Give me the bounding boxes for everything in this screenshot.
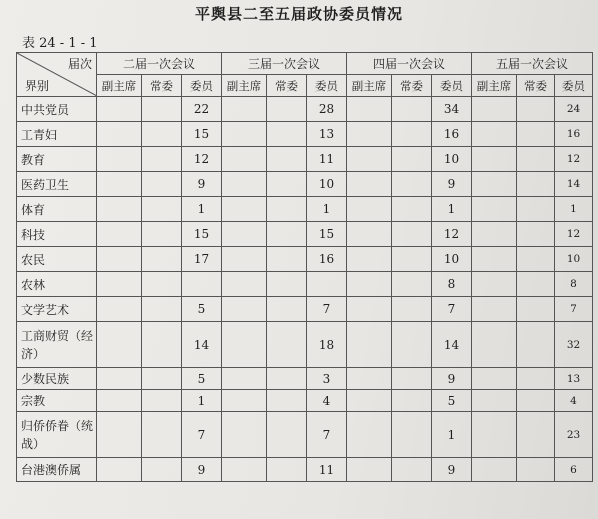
value-cell xyxy=(517,172,555,197)
value-cell xyxy=(97,458,142,482)
value-cell xyxy=(472,458,517,482)
value-cell: 1 xyxy=(307,197,347,222)
value-cell xyxy=(517,412,555,458)
value-cell: 11 xyxy=(307,458,347,482)
value-cell xyxy=(392,97,432,122)
value-cell xyxy=(267,222,307,247)
value-cell xyxy=(182,272,222,297)
sector-name: 教育 xyxy=(17,147,97,172)
value-cell xyxy=(97,247,142,272)
value-cell xyxy=(222,172,267,197)
value-cell xyxy=(472,122,517,147)
subcolumn-header: 副主席 xyxy=(347,75,392,97)
sector-name: 工商财贸（经济） xyxy=(17,322,97,368)
table-row xyxy=(17,272,593,297)
value-cell xyxy=(472,390,517,412)
value-cell xyxy=(472,97,517,122)
value-cell: 11 xyxy=(307,147,347,172)
value-cell xyxy=(472,368,517,390)
value-cell: 7 xyxy=(432,297,472,322)
value-cell: 12 xyxy=(182,147,222,172)
value-cell xyxy=(517,297,555,322)
value-cell xyxy=(517,458,555,482)
value-cell xyxy=(307,272,347,297)
subcolumn-header: 委员 xyxy=(432,75,472,97)
value-cell xyxy=(517,272,555,297)
sector-name: 少数民族 xyxy=(17,368,97,390)
value-cell xyxy=(267,368,307,390)
value-cell: 4 xyxy=(555,390,593,412)
value-cell xyxy=(267,412,307,458)
value-cell xyxy=(267,172,307,197)
value-cell xyxy=(347,322,392,368)
value-cell xyxy=(222,197,267,222)
value-cell xyxy=(142,458,182,482)
value-cell: 6 xyxy=(555,458,593,482)
value-cell: 8 xyxy=(432,272,472,297)
value-cell xyxy=(222,222,267,247)
value-cell xyxy=(142,322,182,368)
value-cell xyxy=(97,297,142,322)
value-cell xyxy=(142,272,182,297)
value-cell xyxy=(392,458,432,482)
value-cell: 10 xyxy=(555,247,593,272)
value-cell: 5 xyxy=(182,297,222,322)
value-cell xyxy=(267,390,307,412)
value-cell xyxy=(97,412,142,458)
group-header: 五届一次会议 xyxy=(472,53,593,75)
value-cell xyxy=(517,222,555,247)
header-sector-label: 界别 xyxy=(25,79,50,93)
subcolumn-header: 常委 xyxy=(392,75,432,97)
subcolumn-header: 副主席 xyxy=(97,75,142,97)
table-row xyxy=(17,222,593,247)
page-title: 平舆县二至五届政协委员情况 xyxy=(194,5,403,23)
value-cell xyxy=(472,147,517,172)
group-header: 四届一次会议 xyxy=(347,53,472,75)
sector-name: 工青妇 xyxy=(17,122,97,147)
value-cell xyxy=(97,322,142,368)
value-cell xyxy=(142,147,182,172)
header-session-label: 届次 xyxy=(67,57,92,71)
value-cell: 18 xyxy=(307,322,347,368)
value-cell: 16 xyxy=(307,247,347,272)
table-row xyxy=(17,368,593,390)
value-cell: 12 xyxy=(432,222,472,247)
value-cell xyxy=(347,412,392,458)
value-cell xyxy=(347,390,392,412)
value-cell: 1 xyxy=(182,390,222,412)
value-cell xyxy=(142,122,182,147)
group-header: 二届一次会议 xyxy=(97,53,222,75)
table-row xyxy=(17,322,593,368)
value-cell: 7 xyxy=(182,412,222,458)
value-cell xyxy=(222,147,267,172)
table-number: 表 24 - 1 - 1 xyxy=(22,36,98,51)
table-row xyxy=(17,297,593,322)
value-cell xyxy=(517,147,555,172)
value-cell xyxy=(267,97,307,122)
value-cell xyxy=(142,222,182,247)
value-cell xyxy=(97,122,142,147)
value-cell: 23 xyxy=(555,412,593,458)
value-cell: 13 xyxy=(307,122,347,147)
group-header: 三届一次会议 xyxy=(222,53,347,75)
value-cell: 14 xyxy=(555,172,593,197)
value-cell: 34 xyxy=(432,97,472,122)
value-cell xyxy=(392,297,432,322)
value-cell xyxy=(347,172,392,197)
value-cell xyxy=(517,390,555,412)
value-cell xyxy=(472,222,517,247)
value-cell xyxy=(392,390,432,412)
value-cell: 12 xyxy=(555,222,593,247)
value-cell xyxy=(392,147,432,172)
value-cell xyxy=(472,322,517,368)
value-cell xyxy=(347,122,392,147)
value-cell xyxy=(347,197,392,222)
subcolumn-header: 常委 xyxy=(517,75,555,97)
value-cell: 8 xyxy=(555,272,593,297)
value-cell xyxy=(347,247,392,272)
value-cell: 10 xyxy=(432,247,472,272)
value-cell: 9 xyxy=(432,458,472,482)
value-cell xyxy=(392,247,432,272)
value-cell xyxy=(97,390,142,412)
sector-name: 文学艺术 xyxy=(17,297,97,322)
value-cell xyxy=(222,368,267,390)
table-body xyxy=(17,97,593,482)
value-cell xyxy=(267,197,307,222)
value-cell: 16 xyxy=(432,122,472,147)
value-cell xyxy=(267,272,307,297)
value-cell xyxy=(97,147,142,172)
value-cell xyxy=(267,297,307,322)
diagonal-header-cell xyxy=(17,53,97,97)
value-cell: 7 xyxy=(307,297,347,322)
value-cell xyxy=(472,272,517,297)
subcolumn-header: 委员 xyxy=(182,75,222,97)
value-cell: 17 xyxy=(182,247,222,272)
value-cell xyxy=(347,272,392,297)
value-cell: 10 xyxy=(307,172,347,197)
value-cell xyxy=(142,412,182,458)
value-cell: 28 xyxy=(307,97,347,122)
table-row xyxy=(17,458,593,482)
value-cell xyxy=(267,247,307,272)
value-cell xyxy=(392,272,432,297)
value-cell: 9 xyxy=(182,458,222,482)
value-cell xyxy=(347,147,392,172)
table-row xyxy=(17,412,593,458)
value-cell xyxy=(222,412,267,458)
value-cell xyxy=(517,368,555,390)
value-cell xyxy=(97,272,142,297)
value-cell: 15 xyxy=(307,222,347,247)
value-cell xyxy=(97,222,142,247)
value-cell: 10 xyxy=(432,147,472,172)
value-cell xyxy=(392,122,432,147)
value-cell: 14 xyxy=(182,322,222,368)
table-row xyxy=(17,197,593,222)
value-cell xyxy=(472,172,517,197)
value-cell xyxy=(472,297,517,322)
value-cell xyxy=(222,97,267,122)
value-cell xyxy=(472,412,517,458)
value-cell: 14 xyxy=(432,322,472,368)
value-cell: 5 xyxy=(432,390,472,412)
sector-name: 中共党员 xyxy=(17,97,97,122)
subcolumn-header: 委员 xyxy=(307,75,347,97)
value-cell xyxy=(347,458,392,482)
table-row xyxy=(17,97,593,122)
value-cell xyxy=(222,458,267,482)
value-cell xyxy=(97,368,142,390)
value-cell xyxy=(142,97,182,122)
value-cell xyxy=(267,458,307,482)
subcolumn-header: 委员 xyxy=(555,75,593,97)
committee-members-table xyxy=(16,52,593,482)
value-cell xyxy=(392,368,432,390)
value-cell xyxy=(97,97,142,122)
value-cell xyxy=(142,390,182,412)
value-cell xyxy=(267,147,307,172)
value-cell: 1 xyxy=(555,197,593,222)
value-cell xyxy=(142,368,182,390)
sector-name: 体育 xyxy=(17,197,97,222)
value-cell xyxy=(392,197,432,222)
sector-name: 科技 xyxy=(17,222,97,247)
value-cell xyxy=(347,368,392,390)
subcolumn-header: 副主席 xyxy=(222,75,267,97)
value-cell xyxy=(142,197,182,222)
value-cell xyxy=(222,122,267,147)
value-cell xyxy=(97,197,142,222)
value-cell: 7 xyxy=(307,412,347,458)
value-cell: 16 xyxy=(555,122,593,147)
value-cell: 7 xyxy=(555,297,593,322)
value-cell xyxy=(222,247,267,272)
value-cell xyxy=(97,172,142,197)
value-cell: 13 xyxy=(555,368,593,390)
value-cell xyxy=(347,297,392,322)
value-cell xyxy=(392,412,432,458)
sector-name: 宗教 xyxy=(17,390,97,412)
value-cell: 1 xyxy=(432,412,472,458)
value-cell xyxy=(222,390,267,412)
subcolumn-header: 常委 xyxy=(142,75,182,97)
value-cell: 15 xyxy=(182,222,222,247)
value-cell: 22 xyxy=(182,97,222,122)
header-row-groups xyxy=(17,53,593,75)
value-cell xyxy=(472,247,517,272)
value-cell xyxy=(392,322,432,368)
table-row xyxy=(17,122,593,147)
value-cell xyxy=(392,172,432,197)
sector-name: 农林 xyxy=(17,272,97,297)
value-cell: 9 xyxy=(432,368,472,390)
value-cell xyxy=(517,247,555,272)
value-cell xyxy=(222,272,267,297)
value-cell: 32 xyxy=(555,322,593,368)
value-cell xyxy=(222,322,267,368)
subcolumn-header: 副主席 xyxy=(472,75,517,97)
value-cell: 15 xyxy=(182,122,222,147)
sector-name: 医药卫生 xyxy=(17,172,97,197)
table-row xyxy=(17,147,593,172)
value-cell xyxy=(267,322,307,368)
value-cell xyxy=(472,197,517,222)
value-cell: 9 xyxy=(432,172,472,197)
value-cell xyxy=(517,322,555,368)
value-cell xyxy=(142,172,182,197)
value-cell: 12 xyxy=(555,147,593,172)
value-cell xyxy=(222,297,267,322)
value-cell: 3 xyxy=(307,368,347,390)
sector-name: 归侨侨眷（统战） xyxy=(17,412,97,458)
value-cell xyxy=(517,97,555,122)
table-row xyxy=(17,172,593,197)
header-row-subcolumns xyxy=(17,75,593,97)
value-cell: 4 xyxy=(307,390,347,412)
value-cell: 9 xyxy=(182,172,222,197)
value-cell: 1 xyxy=(182,197,222,222)
subcolumn-header: 常委 xyxy=(267,75,307,97)
value-cell xyxy=(142,247,182,272)
value-cell xyxy=(142,297,182,322)
value-cell: 24 xyxy=(555,97,593,122)
table-row xyxy=(17,390,593,412)
value-cell xyxy=(347,222,392,247)
table-row xyxy=(17,247,593,272)
value-cell xyxy=(392,222,432,247)
value-cell: 5 xyxy=(182,368,222,390)
value-cell: 1 xyxy=(432,197,472,222)
sector-name: 农民 xyxy=(17,247,97,272)
value-cell xyxy=(517,197,555,222)
value-cell xyxy=(517,122,555,147)
value-cell xyxy=(267,122,307,147)
sector-name: 台港澳侨属 xyxy=(17,458,97,482)
value-cell xyxy=(347,97,392,122)
